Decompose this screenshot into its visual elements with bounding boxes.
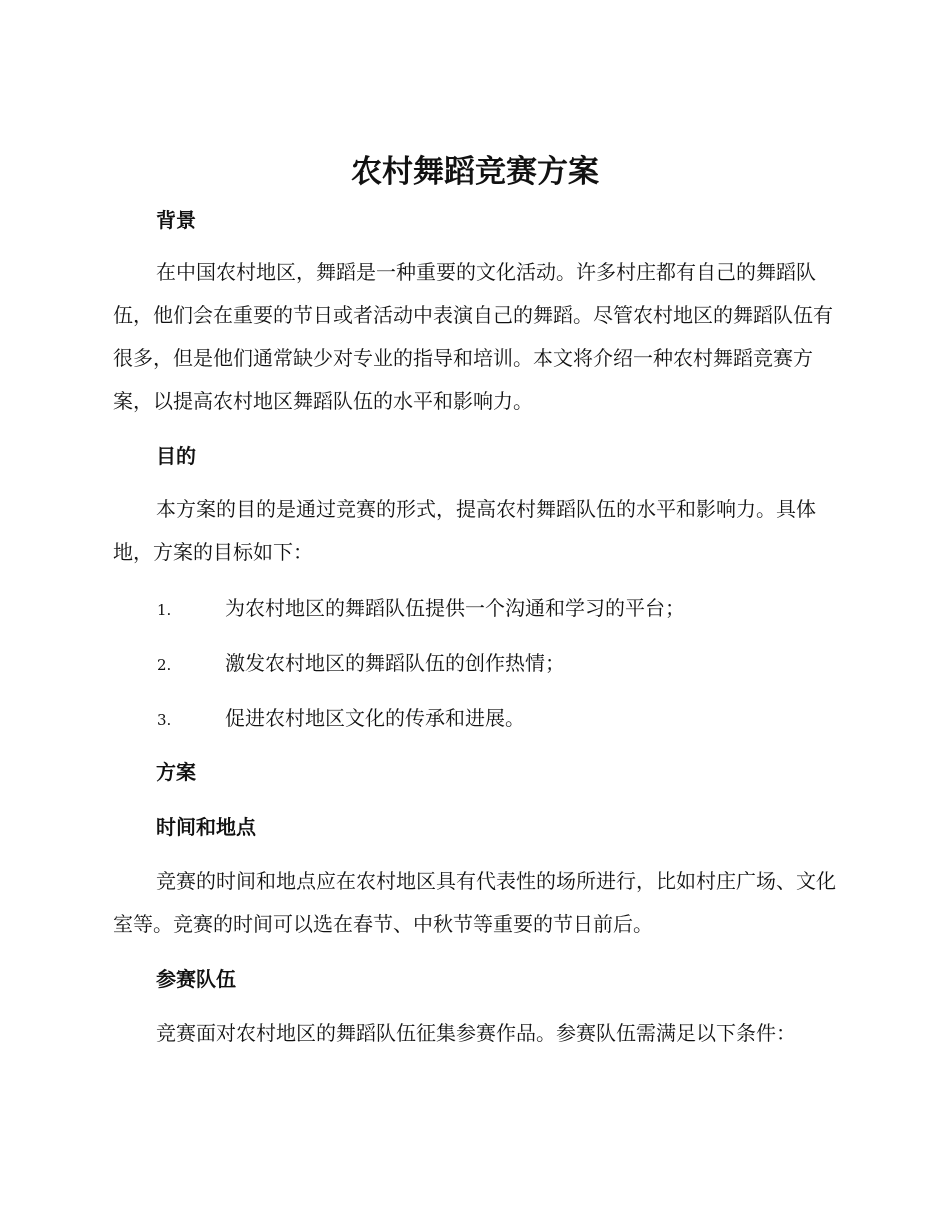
list-item xyxy=(157,703,837,735)
heading-time-place: 时间和地点 xyxy=(156,815,256,839)
list-item-text: 激发农村地区的舞蹈队伍的创作热情； xyxy=(225,651,565,675)
document-title: 农村舞蹈竞赛方案 xyxy=(351,154,599,190)
paragraph-purpose: 本方案的目的是通过竞赛的形式，提高农村舞蹈队伍的水平和影响力。具体地，方案的目标如下： xyxy=(113,497,816,564)
list-item-text: 促进农村地区文化的传承和进展。 xyxy=(225,706,525,730)
list-item-number: 1. xyxy=(157,601,172,619)
heading-background: 背景 xyxy=(156,208,196,232)
list-item-text: 为农村地区的舞蹈队伍提供一个沟通和学习的平台； xyxy=(225,596,685,620)
list-item xyxy=(157,593,837,625)
heading-plan: 方案 xyxy=(156,760,196,784)
list-item-number: 2. xyxy=(157,656,172,674)
heading-teams: 参赛队伍 xyxy=(156,967,236,991)
paragraph-time-place: 竞赛的时间和地点应在农村地区具有代表性的场所进行，比如村庄广场、文化室等。竞赛的时间可以选在春节、中秋节等重要的节日前后。 xyxy=(113,869,836,936)
paragraph-teams: 竞赛面对农村地区的舞蹈队伍征集参赛作品。参赛队伍需满足以下条件： xyxy=(156,1021,796,1045)
paragraph-background: 在中国农村地区，舞蹈是一种重要的文化活动。许多村庄都有自己的舞蹈队伍，他们会在重要的节日或者活动中表演自己的舞蹈。尽管农村地区的舞蹈队伍有很多，但是他们通常缺少对专业的指导和培训。本文将介绍一种农村舞蹈竞赛方案，以提高农村地区舞蹈队伍的水平和影响力。 xyxy=(113,260,833,413)
list-item-number: 3. xyxy=(157,711,172,729)
list-item xyxy=(157,648,837,680)
heading-purpose: 目的 xyxy=(156,444,196,468)
